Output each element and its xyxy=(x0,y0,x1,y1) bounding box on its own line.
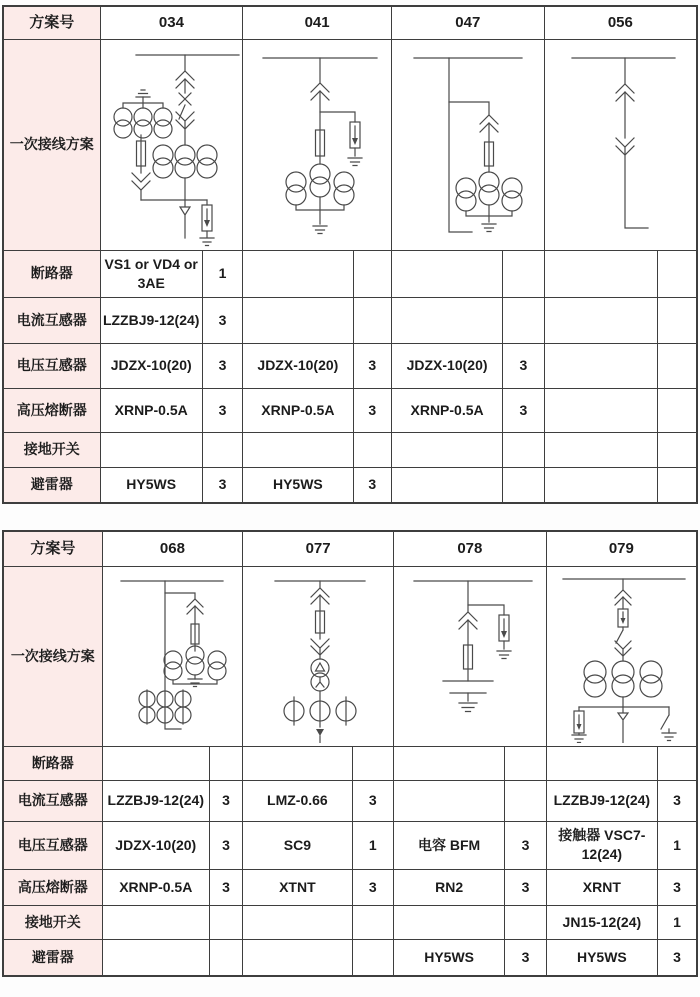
table-row xyxy=(3,869,697,905)
model-cell xyxy=(391,432,502,467)
hv-fuse-label: 高压熔断器 xyxy=(3,869,102,905)
model-cell: HY5WS xyxy=(100,467,202,503)
model-cell xyxy=(544,250,657,297)
hv-fuse-label: 高压熔断器 xyxy=(3,388,100,432)
model-cell: LZZBJ9-12(24) xyxy=(100,297,202,343)
qty-cell xyxy=(209,746,242,780)
qty-cell xyxy=(505,905,546,939)
vt-label: 电压互感器 xyxy=(3,821,102,869)
model-cell xyxy=(391,250,502,297)
qty-cell: 3 xyxy=(352,869,393,905)
model-cell: XRNP-0.5A xyxy=(100,388,202,432)
qty-cell: 1 xyxy=(658,821,698,869)
wiring-diagram-047 xyxy=(394,42,543,247)
wiring-diagram-078 xyxy=(396,569,545,743)
model-cell xyxy=(102,746,209,780)
table-row xyxy=(3,780,697,821)
table-row xyxy=(3,6,697,39)
table-row xyxy=(3,432,697,467)
qty-cell: 3 xyxy=(503,388,544,432)
model-cell xyxy=(393,780,504,821)
table-row xyxy=(3,343,697,388)
model-cell xyxy=(544,432,657,467)
scheme-no-label: 方案号 xyxy=(3,6,100,39)
qty-cell xyxy=(353,250,391,297)
qty-cell: 3 xyxy=(353,343,391,388)
model-cell xyxy=(393,746,504,780)
scheme-table-1 xyxy=(2,5,698,504)
qty-cell xyxy=(352,905,393,939)
qty-cell: 3 xyxy=(505,821,546,869)
qty-cell xyxy=(657,250,697,297)
qty-cell: 3 xyxy=(658,780,698,821)
qty-cell xyxy=(657,432,697,467)
feeder-line xyxy=(449,58,472,232)
qty-cell xyxy=(657,388,697,432)
model-cell: VS1 or VD4 or 3AE xyxy=(100,250,202,297)
wiring-diagram-041 xyxy=(245,42,390,247)
qty-cell xyxy=(505,780,546,821)
vt-label: 电压互感器 xyxy=(3,343,100,388)
model-cell xyxy=(243,432,353,467)
wiring-diagram-056 xyxy=(547,42,696,247)
qty-cell: 3 xyxy=(658,869,698,905)
capacitor-icon xyxy=(443,681,493,693)
qty-cell xyxy=(353,432,391,467)
model-cell xyxy=(544,388,657,432)
model-cell: HY5WS xyxy=(243,467,353,503)
arrester-icon xyxy=(499,615,509,649)
diagram-cell xyxy=(546,566,697,746)
qty-cell xyxy=(503,467,544,503)
model-cell xyxy=(544,297,657,343)
primary-scheme-label: 一次接线方案 xyxy=(3,566,102,746)
model-cell: JN15-12(24) xyxy=(546,905,657,939)
scheme-header-068: 068 xyxy=(102,531,243,566)
vt-group-icon xyxy=(584,661,662,697)
model-cell xyxy=(544,467,657,503)
diagram-cell xyxy=(100,39,243,250)
model-cell xyxy=(243,746,352,780)
model-cell xyxy=(100,432,202,467)
scheme-table-2 xyxy=(2,530,698,977)
ground-icon xyxy=(188,679,202,687)
scheme-header-077: 077 xyxy=(243,531,394,566)
qty-cell xyxy=(202,432,242,467)
ground-icon xyxy=(662,733,676,741)
qty-cell: 3 xyxy=(505,869,546,905)
qty-cell xyxy=(657,297,697,343)
ground-icon xyxy=(459,703,477,712)
model-cell xyxy=(102,939,209,976)
ground-icon xyxy=(572,735,586,743)
qty-cell xyxy=(209,939,242,976)
model-cell: XTNT xyxy=(243,869,352,905)
ground-icon xyxy=(200,238,214,246)
model-cell: JDZX-10(20) xyxy=(391,343,502,388)
table-row xyxy=(3,297,697,343)
model-cell: LZZBJ9-12(24) xyxy=(102,780,209,821)
ct-label: 电流互感器 xyxy=(3,297,100,343)
qty-cell xyxy=(658,746,698,780)
ground-icon xyxy=(313,226,327,234)
qty-cell: 1 xyxy=(352,821,393,869)
qty-cell xyxy=(352,939,393,976)
model-cell xyxy=(243,939,352,976)
wiring-diagram-068 xyxy=(105,569,242,743)
model-cell: 接触器 VSC7-12(24) xyxy=(546,821,657,869)
model-cell: XRNP-0.5A xyxy=(102,869,209,905)
earth-switch-icon xyxy=(661,707,669,733)
qty-cell xyxy=(353,297,391,343)
model-cell: RN2 xyxy=(393,869,504,905)
qty-cell: 3 xyxy=(209,821,242,869)
model-cell xyxy=(391,297,502,343)
qty-cell xyxy=(503,250,544,297)
model-cell xyxy=(393,905,504,939)
qty-cell: 1 xyxy=(658,905,698,939)
model-cell: HY5WS xyxy=(393,939,504,976)
arrester-icon xyxy=(574,707,584,735)
wiring-diagram-034 xyxy=(103,42,242,247)
model-cell: JDZX-10(20) xyxy=(102,821,209,869)
primary-scheme-label: 一次接线方案 xyxy=(3,39,100,250)
vt-group-icon xyxy=(114,108,172,138)
model-cell: LZZBJ9-12(24) xyxy=(546,780,657,821)
model-cell: XRNP-0.5A xyxy=(243,388,353,432)
scheme-header-078: 078 xyxy=(393,531,546,566)
ground-icon xyxy=(497,651,511,659)
ground-icon xyxy=(348,158,362,166)
model-cell: XRNT xyxy=(546,869,657,905)
table-row xyxy=(3,467,697,503)
fuse-icon xyxy=(618,609,628,627)
qty-cell xyxy=(209,905,242,939)
qty-cell: 3 xyxy=(353,467,391,503)
scheme-header-047: 047 xyxy=(391,6,544,39)
table-row xyxy=(3,250,697,297)
diagram-cell xyxy=(243,39,392,250)
qty-cell: 3 xyxy=(352,780,393,821)
ground-icon xyxy=(482,224,496,232)
model-cell xyxy=(102,905,209,939)
contactor-blade-icon xyxy=(616,627,623,643)
delta-terminal-icon xyxy=(618,707,628,743)
model-cell xyxy=(243,250,353,297)
table-row xyxy=(3,531,697,566)
model-cell xyxy=(243,905,352,939)
qty-cell: 3 xyxy=(202,343,242,388)
model-cell xyxy=(544,343,657,388)
table-gap xyxy=(2,504,698,530)
table-row xyxy=(3,39,697,250)
qty-cell xyxy=(505,746,546,780)
scheme-header-034: 034 xyxy=(100,6,243,39)
qty-cell: 3 xyxy=(209,869,242,905)
diagram-cell xyxy=(544,39,697,250)
model-cell: SC9 xyxy=(243,821,352,869)
model-cell: JDZX-10(20) xyxy=(100,343,202,388)
diagram-cell xyxy=(102,566,243,746)
table-row xyxy=(3,388,697,432)
breaker-label: 断路器 xyxy=(3,250,100,297)
qty-cell: 3 xyxy=(202,388,242,432)
wiring-diagram-077 xyxy=(245,569,392,743)
arrester-icon xyxy=(350,122,360,156)
breaker-label: 断路器 xyxy=(3,746,102,780)
model-cell: JDZX-10(20) xyxy=(243,343,353,388)
qty-cell xyxy=(503,432,544,467)
scheme-header-056: 056 xyxy=(544,6,697,39)
qty-cell: 3 xyxy=(202,297,242,343)
table-row xyxy=(3,746,697,780)
qty-cell xyxy=(352,746,393,780)
scheme-no-label: 方案号 xyxy=(3,531,102,566)
earth-switch-label: 接地开关 xyxy=(3,905,102,939)
model-cell xyxy=(243,297,353,343)
ground-icon xyxy=(136,90,150,97)
qty-cell: 3 xyxy=(209,780,242,821)
wiring-diagram-079 xyxy=(549,569,696,743)
model-cell xyxy=(391,467,502,503)
qty-cell: 3 xyxy=(505,939,546,976)
table-row xyxy=(3,821,697,869)
qty-cell xyxy=(657,343,697,388)
model-cell: HY5WS xyxy=(546,939,657,976)
model-cell: 电容 BFM xyxy=(393,821,504,869)
qty-cell: 3 xyxy=(353,388,391,432)
model-cell xyxy=(546,746,657,780)
qty-cell: 3 xyxy=(202,467,242,503)
qty-cell: 3 xyxy=(503,343,544,388)
qty-cell xyxy=(503,297,544,343)
scheme-header-041: 041 xyxy=(243,6,392,39)
earth-switch-label: 接地开关 xyxy=(3,432,100,467)
pt-winding-icon xyxy=(311,659,329,691)
qty-cell: 3 xyxy=(658,939,698,976)
breaker-icon xyxy=(179,93,191,119)
vt-group-icon xyxy=(153,145,217,178)
table-row xyxy=(3,905,697,939)
arrester-label: 避雷器 xyxy=(3,939,102,976)
delta-terminal-icon xyxy=(180,200,190,238)
table-row xyxy=(3,566,697,746)
arrester-icon xyxy=(202,200,212,237)
diagram-cell xyxy=(391,39,544,250)
ct-label: 电流互感器 xyxy=(3,780,102,821)
diagram-cell xyxy=(393,566,546,746)
model-cell: LMZ-0.66 xyxy=(243,780,352,821)
diagram-cell xyxy=(243,566,394,746)
model-cell: XRNP-0.5A xyxy=(391,388,502,432)
delta-terminal-icon xyxy=(316,729,324,743)
qty-cell: 1 xyxy=(202,250,242,297)
scheme-header-079: 079 xyxy=(546,531,697,566)
arrester-label: 避雷器 xyxy=(3,467,100,503)
qty-cell xyxy=(657,467,697,503)
table-row xyxy=(3,939,697,976)
